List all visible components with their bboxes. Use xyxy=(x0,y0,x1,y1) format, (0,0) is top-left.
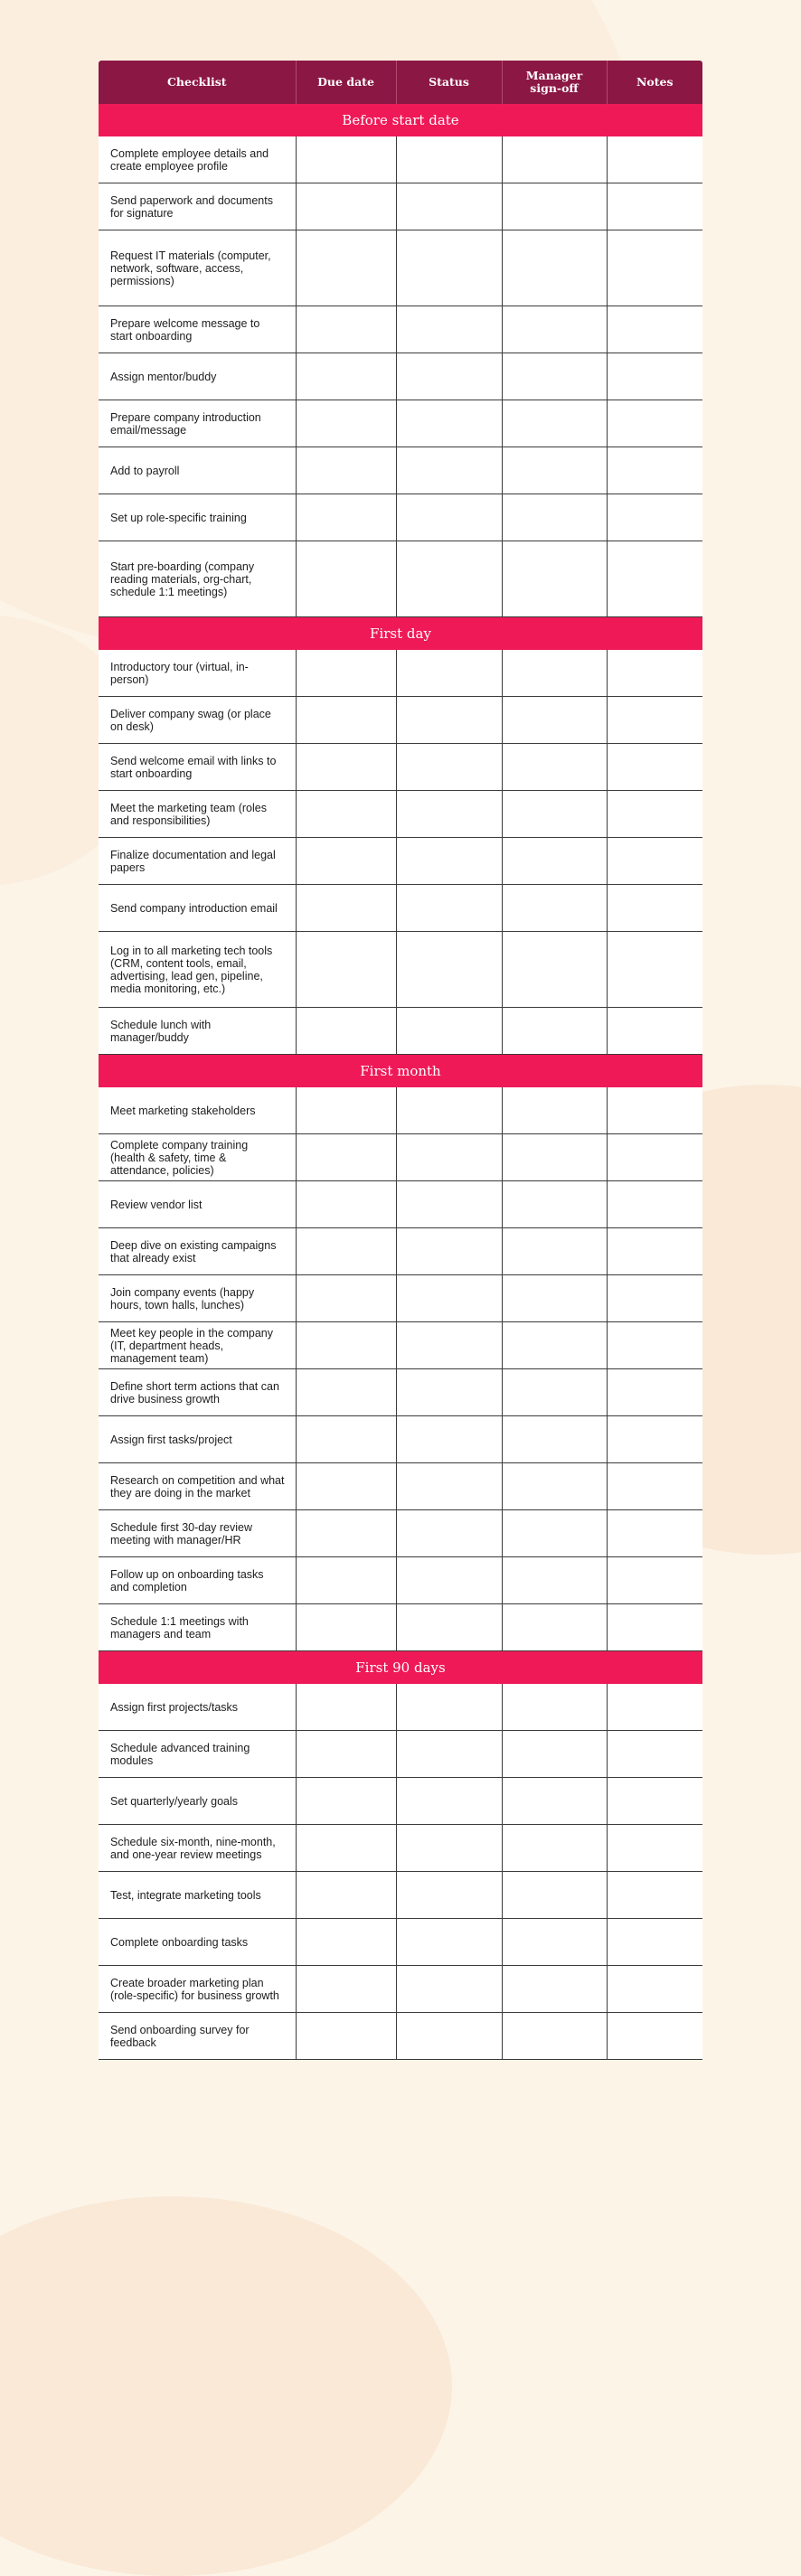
notes-cell[interactable] xyxy=(607,400,702,447)
task-label: Schedule advanced training modules xyxy=(99,1731,296,1778)
section-row xyxy=(99,617,702,651)
section-row xyxy=(99,1055,702,1088)
status-cell[interactable] xyxy=(396,183,502,230)
table-row xyxy=(99,1919,702,1966)
due-date-cell[interactable] xyxy=(296,744,396,791)
table-row xyxy=(99,183,702,230)
due-date-cell[interactable] xyxy=(296,1416,396,1463)
task-label: Add to payroll xyxy=(99,447,296,494)
table-row xyxy=(99,1369,702,1416)
status-cell[interactable] xyxy=(396,1181,502,1228)
status-cell[interactable] xyxy=(396,1087,502,1134)
task-label: Log in to all marketing tech tools (CRM, content tools, email, advertising, lead gen, pipeline, media monitoring, etc.) xyxy=(99,932,296,1008)
task-label: Start pre-boarding (company reading materials, org-chart, schedule 1:1 meetings) xyxy=(99,541,296,617)
notes-cell[interactable] xyxy=(607,1008,702,1055)
manager-sign-off-cell[interactable] xyxy=(502,744,607,791)
notes-cell[interactable] xyxy=(607,1825,702,1872)
notes-cell[interactable] xyxy=(607,136,702,183)
notes-cell[interactable] xyxy=(607,1228,702,1275)
table-row xyxy=(99,1275,702,1322)
status-cell[interactable] xyxy=(396,2013,502,2060)
due-date-cell[interactable] xyxy=(296,1463,396,1510)
manager-sign-off-cell[interactable] xyxy=(502,1604,607,1651)
status-cell[interactable] xyxy=(396,447,502,494)
due-date-cell[interactable] xyxy=(296,1008,396,1055)
table-row xyxy=(99,1416,702,1463)
notes-cell[interactable] xyxy=(607,1872,702,1919)
table-row xyxy=(99,1181,702,1228)
task-label: Prepare welcome message to start onboarding xyxy=(99,306,296,353)
task-label: Introductory tour (virtual, in-person) xyxy=(99,650,296,697)
due-date-cell[interactable] xyxy=(296,1275,396,1322)
notes-cell[interactable] xyxy=(607,1731,702,1778)
due-date-cell[interactable] xyxy=(296,1825,396,1872)
notes-cell[interactable] xyxy=(607,1778,702,1825)
status-cell[interactable] xyxy=(396,1919,502,1966)
task-label: Review vendor list xyxy=(99,1181,296,1228)
table-row xyxy=(99,400,702,447)
manager-sign-off-cell[interactable] xyxy=(502,353,607,400)
task-label: Send onboarding survey for feedback xyxy=(99,2013,296,2060)
table-row xyxy=(99,1008,702,1055)
table-row xyxy=(99,136,702,183)
task-label: Set up role-specific training xyxy=(99,494,296,541)
manager-sign-off-cell[interactable] xyxy=(502,1872,607,1919)
table-row xyxy=(99,1684,702,1731)
notes-cell[interactable] xyxy=(607,1463,702,1510)
notes-cell[interactable] xyxy=(607,353,702,400)
due-date-cell[interactable] xyxy=(296,1228,396,1275)
due-date-cell[interactable] xyxy=(296,1731,396,1778)
task-label: Research on competition and what they are doing in the market xyxy=(99,1463,296,1510)
manager-sign-off-cell[interactable] xyxy=(502,1134,607,1181)
notes-cell[interactable] xyxy=(607,2013,702,2060)
section-title: First day xyxy=(99,617,702,651)
due-date-cell[interactable] xyxy=(296,494,396,541)
notes-cell[interactable] xyxy=(607,541,702,617)
manager-sign-off-cell[interactable] xyxy=(502,1228,607,1275)
due-date-cell[interactable] xyxy=(296,136,396,183)
due-date-cell[interactable] xyxy=(296,1557,396,1604)
table-row xyxy=(99,697,702,744)
table-row xyxy=(99,744,702,791)
manager-sign-off-cell[interactable] xyxy=(502,1778,607,1825)
status-cell[interactable] xyxy=(396,932,502,1008)
table-row xyxy=(99,447,702,494)
table-row xyxy=(99,1228,702,1275)
task-label: Join company events (happy hours, town halls, lunches) xyxy=(99,1275,296,1322)
notes-cell[interactable] xyxy=(607,1181,702,1228)
task-label: Follow up on onboarding tasks and completion xyxy=(99,1557,296,1604)
due-date-cell[interactable] xyxy=(296,885,396,932)
manager-sign-off-cell[interactable] xyxy=(502,1684,607,1731)
section-title: First month xyxy=(99,1055,702,1088)
status-cell[interactable] xyxy=(396,1463,502,1510)
notes-cell[interactable] xyxy=(607,1275,702,1322)
due-date-cell[interactable] xyxy=(296,1134,396,1181)
due-date-cell[interactable] xyxy=(296,230,396,306)
task-label: Deep dive on existing campaigns that already exist xyxy=(99,1228,296,1275)
notes-cell[interactable] xyxy=(607,697,702,744)
status-cell[interactable] xyxy=(396,1872,502,1919)
task-label: Prepare company introduction email/message xyxy=(99,400,296,447)
notes-cell[interactable] xyxy=(607,1087,702,1134)
notes-cell[interactable] xyxy=(607,1966,702,2013)
status-cell[interactable] xyxy=(396,541,502,617)
notes-cell[interactable] xyxy=(607,650,702,697)
manager-sign-off-cell[interactable] xyxy=(502,697,607,744)
table-row xyxy=(99,1731,702,1778)
task-label: Schedule lunch with manager/buddy xyxy=(99,1008,296,1055)
status-cell[interactable] xyxy=(396,1134,502,1181)
notes-cell[interactable] xyxy=(607,1557,702,1604)
table-row xyxy=(99,1134,702,1181)
table-row xyxy=(99,1557,702,1604)
manager-sign-off-cell[interactable] xyxy=(502,1322,607,1369)
status-cell[interactable] xyxy=(396,838,502,885)
due-date-cell[interactable] xyxy=(296,1872,396,1919)
notes-cell[interactable] xyxy=(607,1919,702,1966)
manager-sign-off-cell[interactable] xyxy=(502,447,607,494)
status-cell[interactable] xyxy=(396,1731,502,1778)
status-cell[interactable] xyxy=(396,1778,502,1825)
section-row xyxy=(99,1651,702,1685)
status-cell[interactable] xyxy=(396,1322,502,1369)
manager-sign-off-cell[interactable] xyxy=(502,494,607,541)
checklist-table xyxy=(99,61,702,2060)
table-row xyxy=(99,1825,702,1872)
due-date-cell[interactable] xyxy=(296,1966,396,2013)
due-date-cell[interactable] xyxy=(296,353,396,400)
header-row xyxy=(99,61,702,104)
header-status: Status xyxy=(396,61,502,104)
manager-sign-off-cell[interactable] xyxy=(502,1416,607,1463)
table-row xyxy=(99,541,702,617)
table-row xyxy=(99,1510,702,1557)
notes-cell[interactable] xyxy=(607,447,702,494)
header-notes: Notes xyxy=(607,61,702,104)
section-title: Before start date xyxy=(99,104,702,136)
task-label: Assign mentor/buddy xyxy=(99,353,296,400)
due-date-cell[interactable] xyxy=(296,1181,396,1228)
status-cell[interactable] xyxy=(396,1228,502,1275)
manager-sign-off-cell[interactable] xyxy=(502,183,607,230)
manager-sign-off-cell[interactable] xyxy=(502,306,607,353)
manager-sign-off-cell[interactable] xyxy=(502,1557,607,1604)
status-cell[interactable] xyxy=(396,1369,502,1416)
due-date-cell[interactable] xyxy=(296,541,396,617)
due-date-cell[interactable] xyxy=(296,1322,396,1369)
manager-sign-off-cell[interactable] xyxy=(502,1008,607,1055)
notes-cell[interactable] xyxy=(607,494,702,541)
table-row xyxy=(99,1778,702,1825)
due-date-cell[interactable] xyxy=(296,183,396,230)
status-cell[interactable] xyxy=(396,494,502,541)
due-date-cell[interactable] xyxy=(296,1778,396,1825)
due-date-cell[interactable] xyxy=(296,1087,396,1134)
status-cell[interactable] xyxy=(396,1825,502,1872)
due-date-cell[interactable] xyxy=(296,1369,396,1416)
manager-sign-off-cell[interactable] xyxy=(502,838,607,885)
status-cell[interactable] xyxy=(396,1275,502,1322)
task-label: Test, integrate marketing tools xyxy=(99,1872,296,1919)
notes-cell[interactable] xyxy=(607,230,702,306)
status-cell[interactable] xyxy=(396,136,502,183)
manager-sign-off-cell[interactable] xyxy=(502,1275,607,1322)
table-row xyxy=(99,650,702,697)
due-date-cell[interactable] xyxy=(296,306,396,353)
notes-cell[interactable] xyxy=(607,306,702,353)
notes-cell[interactable] xyxy=(607,791,702,838)
status-cell[interactable] xyxy=(396,230,502,306)
background-shape xyxy=(0,2196,452,2576)
task-label: Send paperwork and documents for signature xyxy=(99,183,296,230)
task-label: Deliver company swag (or place on desk) xyxy=(99,697,296,744)
status-cell[interactable] xyxy=(396,1008,502,1055)
status-cell[interactable] xyxy=(396,1510,502,1557)
notes-cell[interactable] xyxy=(607,183,702,230)
task-label: Assign first projects/tasks xyxy=(99,1684,296,1731)
status-cell[interactable] xyxy=(396,1684,502,1731)
manager-sign-off-cell[interactable] xyxy=(502,1181,607,1228)
due-date-cell[interactable] xyxy=(296,650,396,697)
task-label: Schedule 1:1 meetings with managers and team xyxy=(99,1604,296,1651)
task-label: Create broader marketing plan (role-specific) for business growth xyxy=(99,1966,296,2013)
table-row xyxy=(99,494,702,541)
due-date-cell[interactable] xyxy=(296,1604,396,1651)
task-label: Send company introduction email xyxy=(99,885,296,932)
task-label: Meet the marketing team (roles and responsibilities) xyxy=(99,791,296,838)
header-manager-sign-off: Manager sign-off xyxy=(502,61,607,104)
due-date-cell[interactable] xyxy=(296,447,396,494)
status-cell[interactable] xyxy=(396,1966,502,2013)
notes-cell[interactable] xyxy=(607,885,702,932)
section-title: First 90 days xyxy=(99,1651,702,1685)
table-row xyxy=(99,1872,702,1919)
notes-cell[interactable] xyxy=(607,838,702,885)
manager-sign-off-cell[interactable] xyxy=(502,136,607,183)
table-row xyxy=(99,2013,702,2060)
table-row xyxy=(99,932,702,1008)
notes-cell[interactable] xyxy=(607,1134,702,1181)
task-label: Define short term actions that can drive business growth xyxy=(99,1369,296,1416)
status-cell[interactable] xyxy=(396,885,502,932)
manager-sign-off-cell[interactable] xyxy=(502,1919,607,1966)
manager-sign-off-cell[interactable] xyxy=(502,1966,607,2013)
due-date-cell[interactable] xyxy=(296,1919,396,1966)
status-cell[interactable] xyxy=(396,697,502,744)
table-row xyxy=(99,353,702,400)
table-row xyxy=(99,1604,702,1651)
status-cell[interactable] xyxy=(396,400,502,447)
manager-sign-off-cell[interactable] xyxy=(502,541,607,617)
table-row xyxy=(99,1463,702,1510)
table-row xyxy=(99,1087,702,1134)
task-label: Complete onboarding tasks xyxy=(99,1919,296,1966)
manager-sign-off-cell[interactable] xyxy=(502,1087,607,1134)
task-label: Assign first tasks/project xyxy=(99,1416,296,1463)
onboarding-checklist xyxy=(99,61,702,2060)
due-date-cell[interactable] xyxy=(296,932,396,1008)
header-checklist: Checklist xyxy=(99,61,296,104)
manager-sign-off-cell[interactable] xyxy=(502,2013,607,2060)
manager-sign-off-cell[interactable] xyxy=(502,1463,607,1510)
table-row xyxy=(99,885,702,932)
task-label: Send welcome email with links to start onboarding xyxy=(99,744,296,791)
header-due-date: Due date xyxy=(296,61,396,104)
table-row xyxy=(99,306,702,353)
manager-sign-off-cell[interactable] xyxy=(502,1825,607,1872)
manager-sign-off-cell[interactable] xyxy=(502,650,607,697)
status-cell[interactable] xyxy=(396,791,502,838)
due-date-cell[interactable] xyxy=(296,1684,396,1731)
task-label: Complete employee details and create employee profile xyxy=(99,136,296,183)
status-cell[interactable] xyxy=(396,1604,502,1651)
status-cell[interactable] xyxy=(396,306,502,353)
section-row xyxy=(99,104,702,136)
task-label: Schedule first 30-day review meeting with manager/HR xyxy=(99,1510,296,1557)
task-label: Meet key people in the company (IT, department heads, management team) xyxy=(99,1322,296,1369)
due-date-cell[interactable] xyxy=(296,791,396,838)
due-date-cell[interactable] xyxy=(296,838,396,885)
notes-cell[interactable] xyxy=(607,1604,702,1651)
notes-cell[interactable] xyxy=(607,1510,702,1557)
due-date-cell[interactable] xyxy=(296,2013,396,2060)
notes-cell[interactable] xyxy=(607,744,702,791)
task-label: Schedule six-month, nine-month, and one-year review meetings xyxy=(99,1825,296,1872)
table-row xyxy=(99,1322,702,1369)
status-cell[interactable] xyxy=(396,1557,502,1604)
task-label: Request IT materials (computer, network, software, access, permissions) xyxy=(99,230,296,306)
manager-sign-off-cell[interactable] xyxy=(502,885,607,932)
status-cell[interactable] xyxy=(396,650,502,697)
due-date-cell[interactable] xyxy=(296,697,396,744)
task-label: Complete company training (health & safety, time & attendance, policies) xyxy=(99,1134,296,1181)
notes-cell[interactable] xyxy=(607,1322,702,1369)
notes-cell[interactable] xyxy=(607,1684,702,1731)
table-row xyxy=(99,838,702,885)
notes-cell[interactable] xyxy=(607,1416,702,1463)
task-label: Set quarterly/yearly goals xyxy=(99,1778,296,1825)
table-row xyxy=(99,1966,702,2013)
manager-sign-off-cell[interactable] xyxy=(502,791,607,838)
manager-sign-off-cell[interactable] xyxy=(502,230,607,306)
status-cell[interactable] xyxy=(396,744,502,791)
manager-sign-off-cell[interactable] xyxy=(502,1510,607,1557)
task-label: Meet marketing stakeholders xyxy=(99,1087,296,1134)
table-row xyxy=(99,230,702,306)
due-date-cell[interactable] xyxy=(296,1510,396,1557)
manager-sign-off-cell[interactable] xyxy=(502,1731,607,1778)
status-cell[interactable] xyxy=(396,353,502,400)
notes-cell[interactable] xyxy=(607,1369,702,1416)
manager-sign-off-cell[interactable] xyxy=(502,400,607,447)
status-cell[interactable] xyxy=(396,1416,502,1463)
table-row xyxy=(99,791,702,838)
manager-sign-off-cell[interactable] xyxy=(502,932,607,1008)
task-label: Finalize documentation and legal papers xyxy=(99,838,296,885)
due-date-cell[interactable] xyxy=(296,400,396,447)
notes-cell[interactable] xyxy=(607,932,702,1008)
manager-sign-off-cell[interactable] xyxy=(502,1369,607,1416)
